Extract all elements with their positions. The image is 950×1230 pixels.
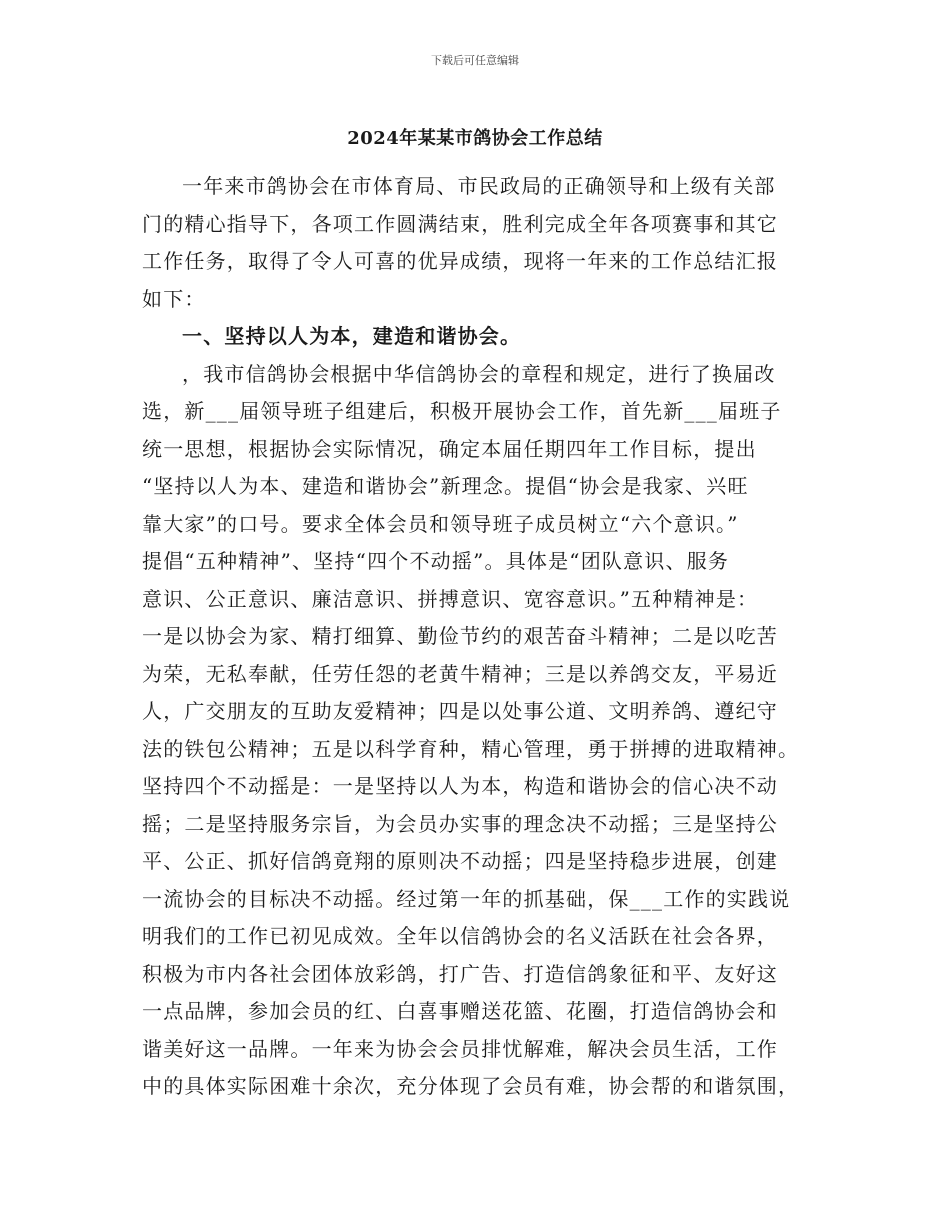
document-title: 2024年某某市鸽协会工作总结 bbox=[347, 128, 603, 149]
paragraph-line: 如下： bbox=[142, 286, 206, 311]
paragraph-line: “坚持以人为本、建造和谐协会”新理念。提倡“协会是我家、兴旺 bbox=[142, 474, 749, 498]
paragraph-line: 靠大家”的口号。要求全体会员和领导班子成员树立“六个意识。” bbox=[142, 511, 739, 536]
paragraph-line: 选，新___届领导班子组建后，积极开展协会工作，首先新___届班子 bbox=[142, 399, 782, 423]
paragraph-line: 人，广交朋友的互助友爱精神；四是以处事公道、文明养鸽、遵纪守 bbox=[142, 699, 778, 723]
paragraph-line: 一年来市鸽协会在市体育局、市民政局的正确领导和上级有关部 bbox=[182, 174, 776, 198]
paragraph-line: 摇；二是坚持服务宗旨，为会员办实事的理念决不动摇；三是坚持公 bbox=[142, 811, 778, 836]
paragraph-line: 提倡“五种精神”、坚持“四个不动摇”。具体是“团队意识、服务 bbox=[142, 549, 730, 573]
paragraph-line: 工作任务，取得了令人可喜的优异成绩，现将一年来的工作总结汇报 bbox=[142, 249, 778, 273]
paragraph-line: 平、公正、抓好信鸽竟翔的原则决不动摇；四是坚持稳步进展，创建 bbox=[142, 849, 778, 873]
paragraph-line: 法的铁包公精神；五是以科学育种，精心管理，勇于拼搏的进取精神。 bbox=[142, 736, 800, 761]
paragraph-line: 积极为市内各社会团体放彩鸽，打广告、打造信鸽象征和平、友好这 bbox=[142, 961, 778, 986]
paragraph-line: ，我市信鸽协会根据中华信鸽协会的章程和规定，进行了换届改 bbox=[182, 361, 776, 386]
paragraph-line: 意识、公正意识、廉洁意识、拼搏意识、宽容意识。”五种精神是： bbox=[142, 586, 759, 611]
paragraph-line: 为荣，无私奉献，任劳任怨的老黄牛精神；三是以养鸽交友，平易近 bbox=[142, 661, 778, 686]
paragraph-line: 统一思想，根据协会实际情况，确定本届任期四年工作目标，提出 bbox=[142, 436, 757, 461]
paragraph-line: 一是以协会为家、精打细算、勤俭节约的艰苦奋斗精神；二是以吃苦 bbox=[142, 624, 778, 648]
section-heading: 一、坚持以人为本，建造和谐协会。 bbox=[182, 324, 522, 348]
paragraph-line: 中的具体实际困难十余次，充分体现了会员有难，协会帮的和谐氛围， bbox=[142, 1074, 800, 1098]
paragraph-line: 一流协会的目标决不动摇。经过第一年的抓基础，保___工作的实践说 bbox=[142, 886, 791, 911]
paragraph-line: 谐美好这一品牌。一年来为协会会员排忧解难，解决会员生活，工作 bbox=[142, 1036, 778, 1061]
paragraph-line: 门的精心指导下，各项工作圆满结束，胜利完成全年各项赛事和其它 bbox=[142, 211, 778, 236]
paragraph-line: 明我们的工作已初见成效。全年以信鸽协会的名义活跃在社会各界， bbox=[142, 924, 778, 948]
document-body bbox=[142, 168, 822, 1106]
header-note: 下载后可任意编辑 bbox=[431, 54, 519, 67]
paragraph-line: 一点品牌，参加会员的红、白喜事赠送花篮、花圈，打造信鸽协会和 bbox=[142, 999, 778, 1023]
paragraph-line: 坚持四个不动摇是：一是坚持以人为本，构造和谐协会的信心决不动 bbox=[142, 774, 778, 798]
